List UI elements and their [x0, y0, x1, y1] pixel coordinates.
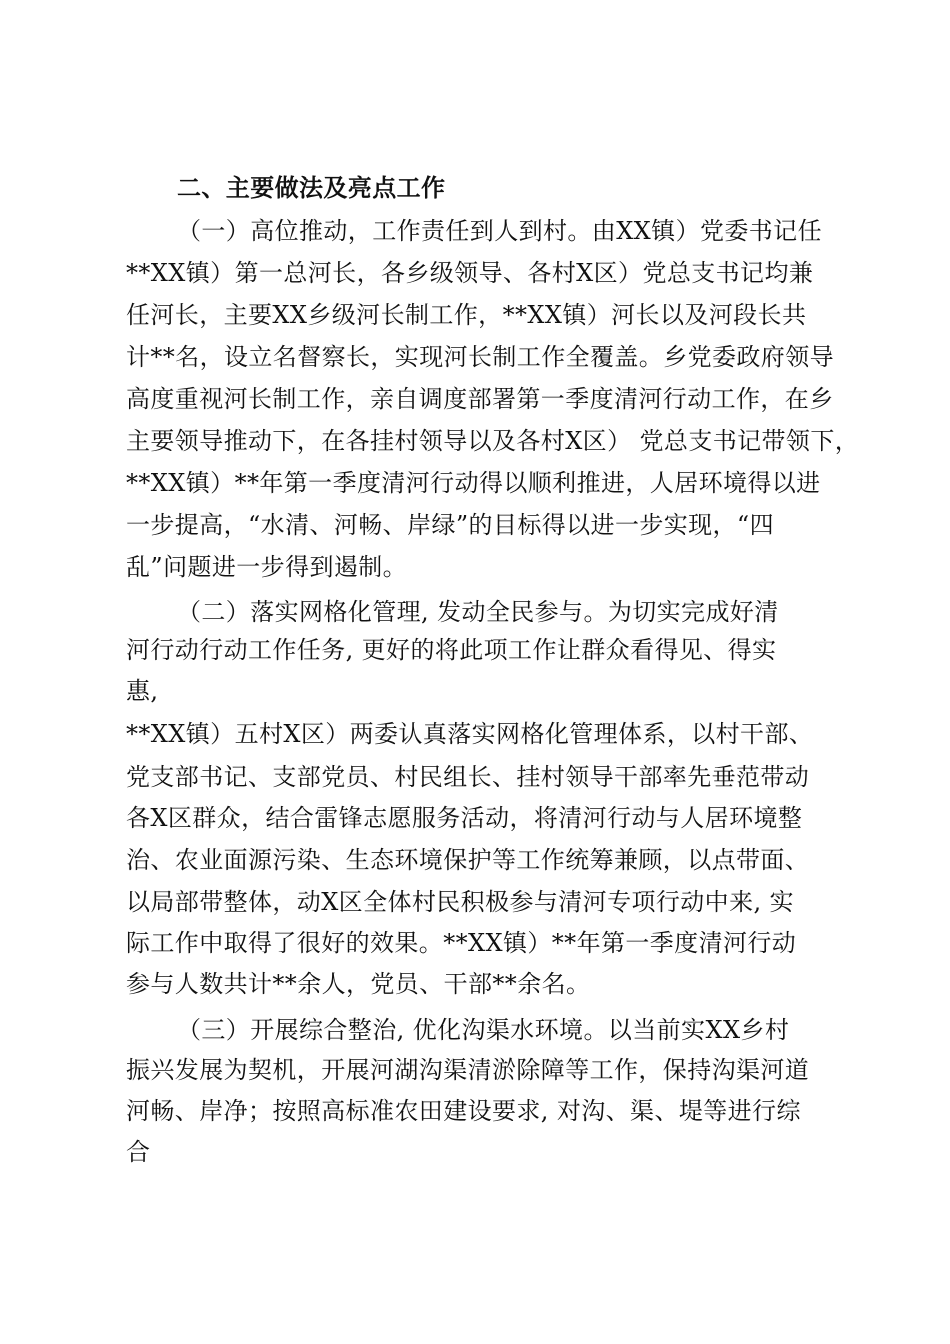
paragraph-2-line: 参与人数共计**余人，党员、干部**余名。	[126, 970, 591, 998]
paragraph-1-line: 任河长，主要XX乡级河长制工作，**XX镇）河长以及河段长共	[126, 301, 807, 329]
paragraph-1-line: **XX镇）**年第一季度清河行动得以顺利推进，人居环境得以进	[126, 469, 821, 497]
paragraph-2-line: 党支部书记、支部党员、村民组长、挂村领导干部率先垂范带动	[126, 763, 810, 791]
paragraph-2-line: 际工作中取得了很好的效果。**XX镇）**年第一季度清河行动	[126, 929, 797, 957]
paragraph-2-line: 惠,	[126, 677, 159, 705]
paragraph-3-line: （三）开展综合整治, 优化沟渠水环境。以当前实XX乡村	[177, 1016, 790, 1044]
paragraph-1-line: 主要领导推动下，在各挂村领导以及各村X区） 党总支书记带领下，	[126, 427, 860, 455]
paragraph-1-line: （一）高位推动，工作责任到人到村。由XX镇）党委书记任	[177, 217, 822, 245]
paragraph-1-line: 乱”问题进一步得到遏制。	[126, 553, 408, 581]
paragraph-3-line: 振兴发展为契机，开展河湖沟渠清淤除障等工作，保持沟渠河道	[126, 1056, 810, 1084]
section-heading: 二、主要做法及亮点工作	[177, 174, 446, 202]
paragraph-2-line: **XX镇）五村X区）两委认真落实网格化管理体系，以村干部、	[126, 720, 814, 748]
paragraph-2-line: （二）落实网格化管理, 发动全民参与。为切实完成好清	[177, 598, 779, 626]
paragraph-2-line: 各X区群众，结合雷锋志愿服务活动，将清河行动与人居环境整	[126, 804, 803, 832]
paragraph-1-line: 计**名，设立名督察长，实现河长制工作全覆盖。乡党委政府领导	[126, 343, 834, 371]
paragraph-2-line: 以局部带整体，动X区全体村民积极参与清河专项行动中来, 实	[126, 888, 794, 916]
paragraph-1-line: **XX镇）第一总河长，各乡级领导、各村X区）党总支书记均兼	[126, 259, 814, 287]
paragraph-1-line: 高度重视河长制工作，亲自调度部署第一季度清河行动工作，在乡	[126, 385, 834, 413]
paragraph-1-line: 一步提高，“水清、河畅、岸绿”的目标得以进一步实现，“四	[126, 511, 775, 539]
paragraph-2-line: 治、农业面源污染、生态环境保护等工作统筹兼顾，以点带面、	[126, 846, 810, 874]
paragraph-3-line: 合	[126, 1138, 151, 1166]
paragraph-2-line: 河行动行动工作任务, 更好的将此项工作让群众看得见、得实	[126, 636, 777, 664]
paragraph-3-line: 河畅、岸净；按照高标准农田建设要求, 对沟、渠、堤等进行综	[126, 1097, 801, 1125]
